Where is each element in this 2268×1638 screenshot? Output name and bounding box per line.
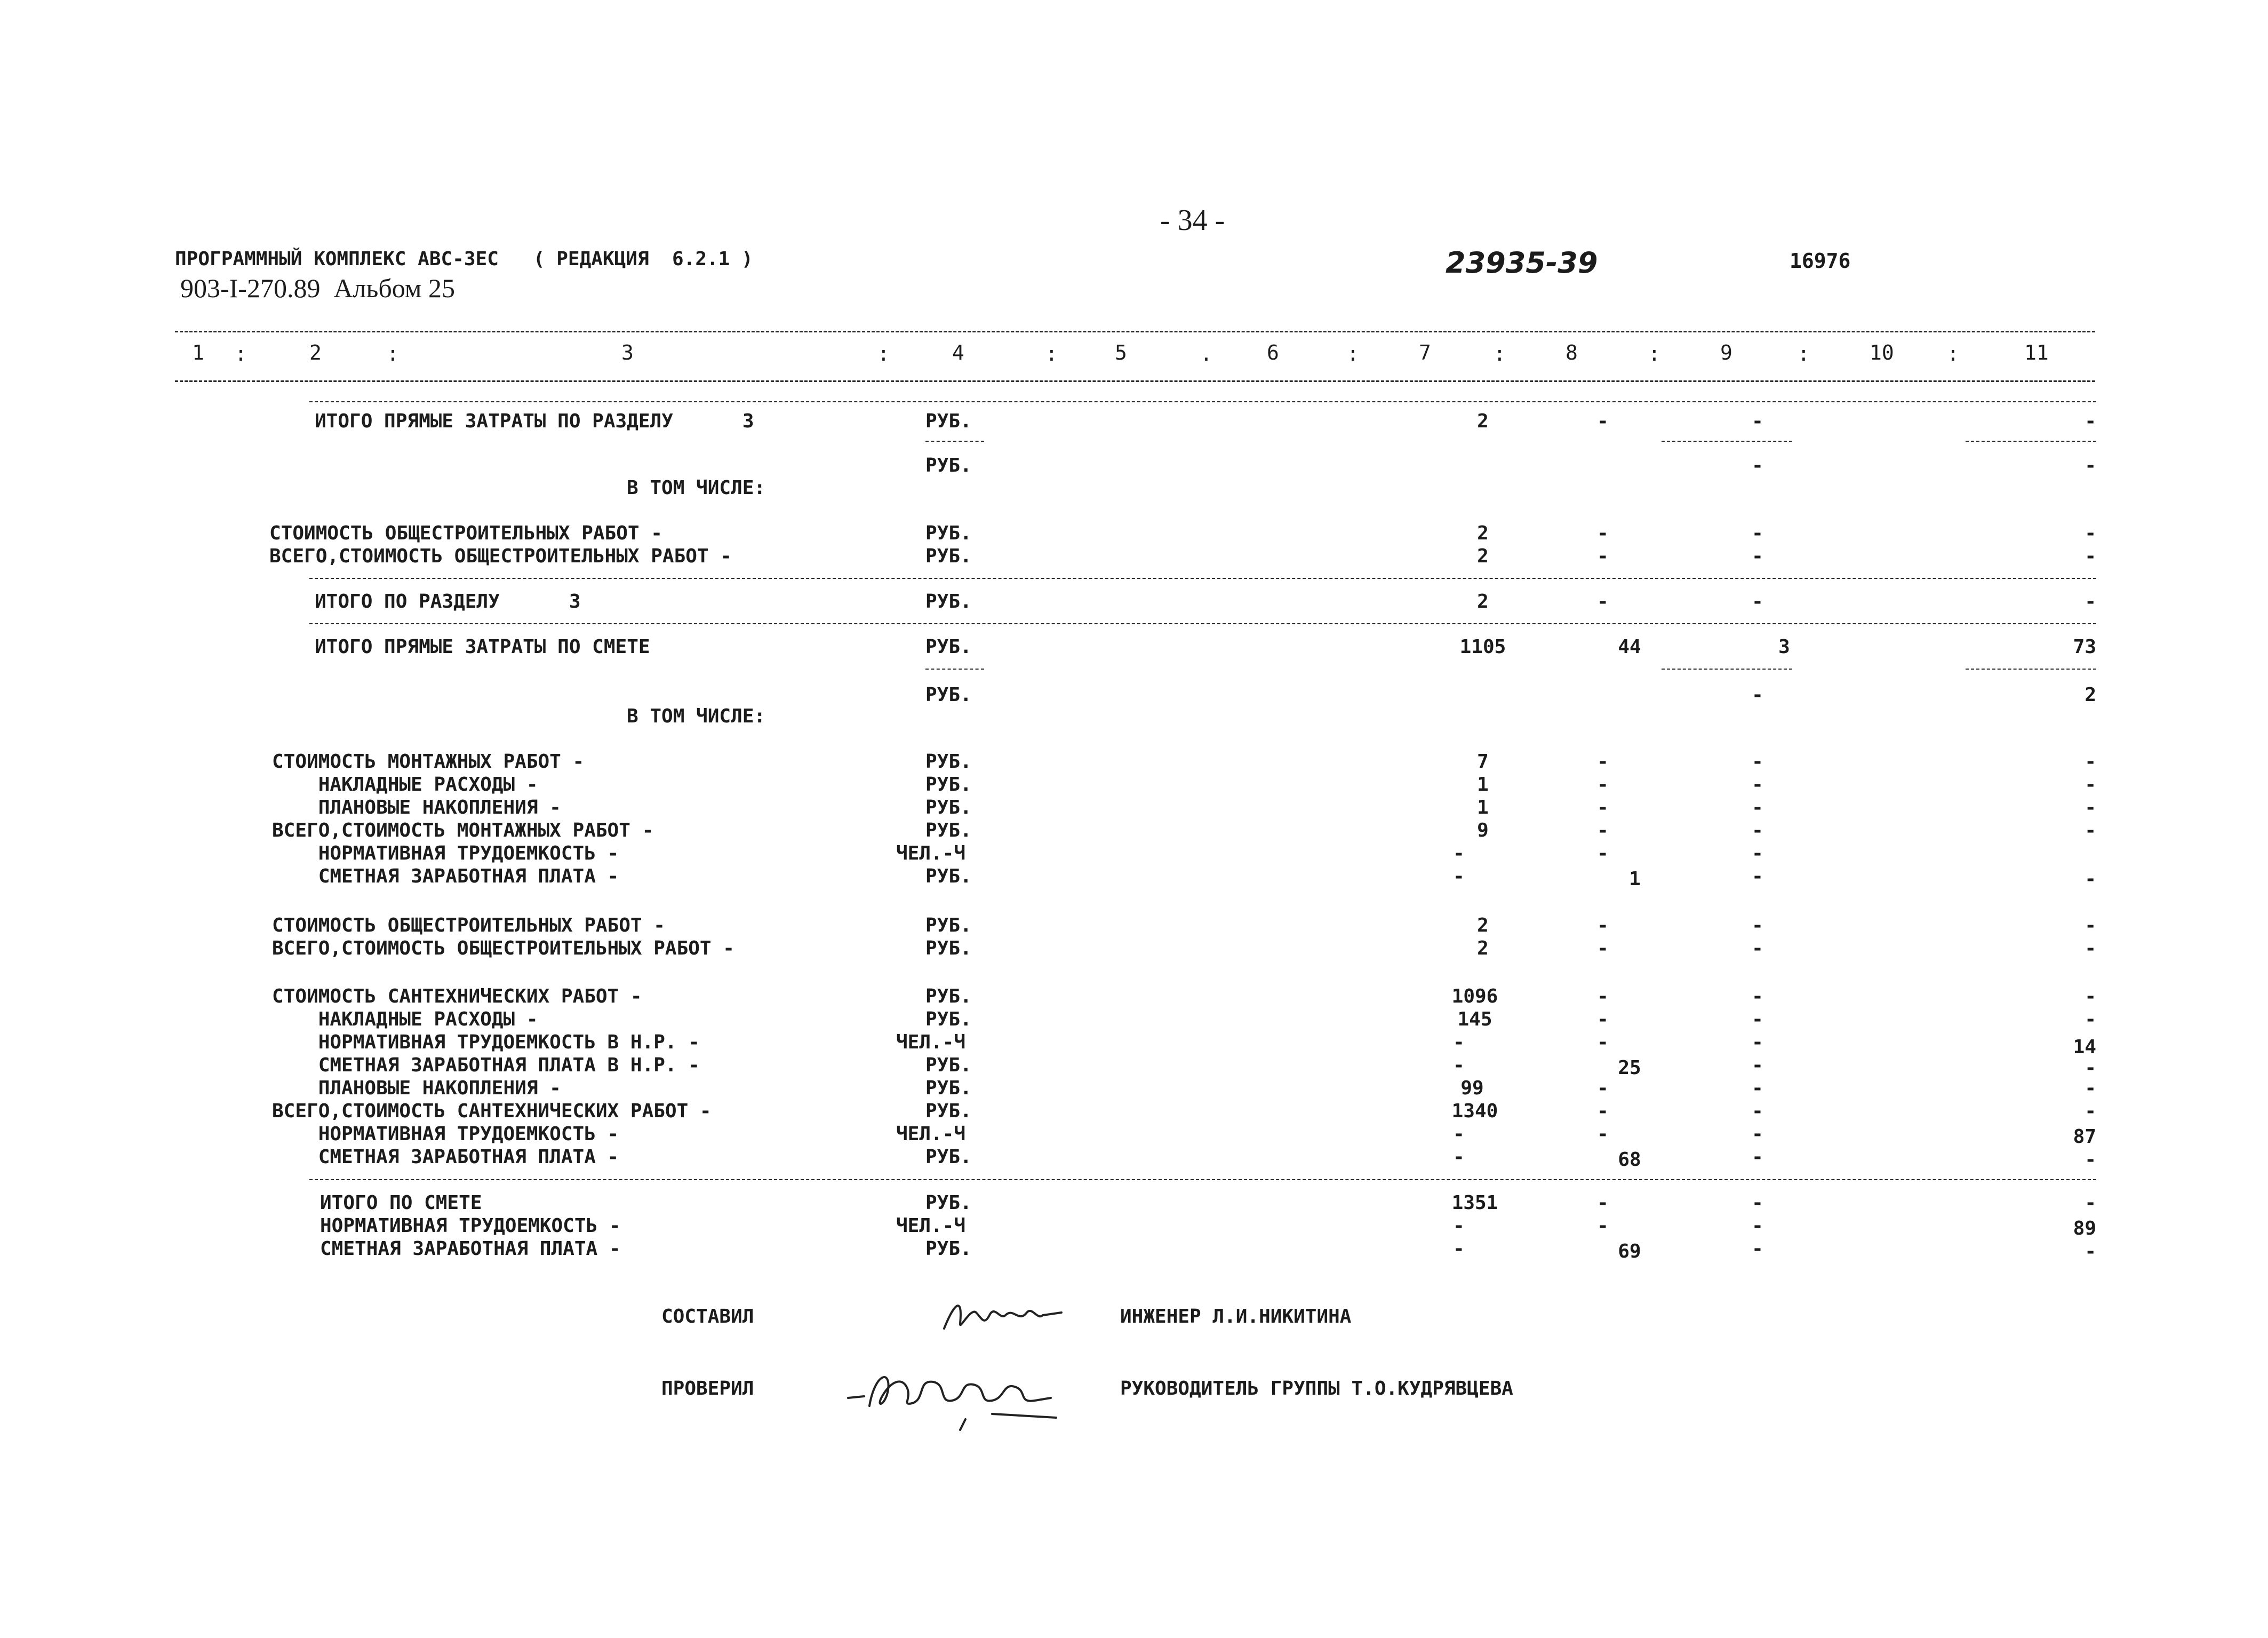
- col8-value: -: [1597, 842, 1609, 864]
- row-label: ВСЕГО,СТОИМОСТЬ ОБЩЕСТРОИТЕЛЬНЫХ РАБОТ -: [269, 545, 732, 567]
- row-label: НАКЛАДНЫЕ РАСХОДЫ -: [272, 1008, 538, 1030]
- col8-value: -: [1597, 410, 1609, 432]
- col7-value: 2: [1477, 937, 1489, 959]
- col8-value: -: [1597, 591, 1609, 613]
- column-separator: :: [1947, 342, 1959, 365]
- col8-value: 44: [1618, 636, 1641, 658]
- col8-value: 68: [1618, 1149, 1641, 1171]
- col11-value: -: [2085, 1149, 2096, 1171]
- row-unit: ЧЕЛ.-Ч: [896, 842, 966, 864]
- col7-value: 1096: [1451, 985, 1498, 1007]
- rule: [309, 623, 2096, 624]
- column-header-7: 7: [1419, 341, 1431, 364]
- row-label: СТОИМОСТЬ ОБЩЕСТРОИТЕЛЬНЫХ РАБОТ -: [272, 915, 665, 936]
- col8-value: -: [1597, 1100, 1609, 1122]
- col7-value: -: [1453, 842, 1465, 864]
- underline: [1966, 669, 2096, 670]
- row-label: ИТОГО ПРЯМЫЕ ЗАТРАТЫ ПО РАЗДЕЛУ 3: [315, 410, 754, 432]
- checked-label: ПРОВЕРИЛ: [661, 1378, 754, 1400]
- column-header-2: 2: [309, 341, 322, 364]
- column-separators: :: [235, 342, 247, 365]
- col11-value: -: [2085, 868, 2096, 890]
- row-label: СМЕТНАЯ ЗАРАБОТНАЯ ПЛАТА -: [272, 865, 619, 887]
- col7-value: -: [1453, 1031, 1465, 1053]
- row-label: СТОИМОСТЬ МОНТАЖНЫХ РАБОТ -: [272, 751, 585, 773]
- col11-value: -: [2085, 1192, 2096, 1214]
- col8-value: 1: [1629, 868, 1641, 890]
- including-label: В ТОМ ЧИСЛЕ:: [627, 477, 766, 499]
- col7-value: 9: [1477, 820, 1489, 841]
- col9-value: -: [1752, 797, 1763, 818]
- col8-value: -: [1597, 545, 1609, 567]
- checked-by: РУКОВОДИТЕЛЬ ГРУППЫ Т.О.КУДРЯВЦЕВА: [1120, 1378, 1513, 1400]
- col7-value: 1105: [1459, 636, 1506, 658]
- row-unit: РУБ.: [925, 522, 972, 544]
- col8-value: 69: [1618, 1241, 1641, 1262]
- row-unit: РУБ.: [925, 937, 972, 959]
- col8-value: -: [1597, 820, 1609, 841]
- row-label: ИТОГО ПО СМЕТЕ: [320, 1192, 482, 1214]
- rule: [309, 578, 2096, 579]
- row-unit: РУБ.: [925, 1100, 972, 1122]
- col7-value: 99: [1460, 1077, 1484, 1099]
- col8-value: -: [1597, 1031, 1609, 1053]
- col7-value: 2: [1477, 591, 1489, 613]
- row-label: ВСЕГО,СТОИМОСТЬ МОНТАЖНЫХ РАБОТ -: [272, 820, 654, 841]
- col8-value: -: [1597, 915, 1609, 936]
- row-unit: РУБ.: [925, 545, 972, 567]
- row-label: НОРМАТИВНАЯ ТРУДОЕМКОСТЬ -: [272, 842, 619, 864]
- col9-value: -: [1752, 1077, 1763, 1099]
- row-label: ПЛАНОВЫЕ НАКОПЛЕНИЯ -: [272, 797, 561, 818]
- row-unit: РУБ.: [925, 684, 972, 706]
- col7-value: -: [1453, 865, 1465, 887]
- row-unit: РУБ.: [925, 636, 972, 658]
- row-label: СМЕТНАЯ ЗАРАБОТНАЯ ПЛАТА В Н.Р. -: [272, 1054, 700, 1076]
- col7-value: -: [1453, 1215, 1465, 1237]
- compiled-by: ИНЖЕНЕР Л.И.НИКИТИНА: [1120, 1306, 1352, 1327]
- column-header-9: 9: [1720, 341, 1732, 364]
- column-header-5: 5: [1115, 341, 1127, 364]
- col11-value: 87: [2073, 1126, 2096, 1148]
- underline: [1662, 669, 1792, 670]
- col9-value: -: [1752, 1054, 1763, 1076]
- row-label: ИТОГО ПО РАЗДЕЛУ 3: [315, 591, 581, 613]
- col7-value: 2: [1477, 522, 1489, 544]
- col11-value: -: [2085, 797, 2096, 818]
- row-unit: РУБ.: [925, 820, 972, 841]
- row-label: СТОИМОСТЬ САНТЕХНИЧЕСКИХ РАБОТ -: [272, 985, 642, 1007]
- col9-value: -: [1752, 1238, 1763, 1260]
- rule: [309, 401, 2096, 402]
- col8-value: -: [1597, 1192, 1609, 1214]
- col11-value: -: [2085, 1077, 2096, 1099]
- col9-value: -: [1752, 522, 1763, 544]
- sheet-code: 16976: [1790, 249, 1851, 273]
- column-header-11: 11: [2024, 341, 2049, 364]
- col9-value: -: [1752, 1146, 1763, 1168]
- col7-value: -: [1453, 1146, 1465, 1168]
- underline: [1662, 441, 1792, 442]
- row-unit: РУБ.: [925, 985, 972, 1007]
- col9-value: -: [1752, 545, 1763, 567]
- underline: [1966, 441, 2096, 442]
- col8-value: -: [1597, 751, 1609, 773]
- row-unit: РУБ.: [925, 591, 972, 613]
- col7-value: 1351: [1451, 1192, 1498, 1214]
- col9-value: -: [1752, 591, 1763, 613]
- col11-value: -: [2085, 1241, 2096, 1262]
- col9-value: -: [1752, 1008, 1763, 1030]
- row-unit: РУБ.: [925, 1077, 972, 1099]
- col11-value: -: [2085, 915, 2096, 936]
- row-label: НОРМАТИВНАЯ ТРУДОЕМКОСТЬ -: [320, 1215, 621, 1237]
- row-unit: РУБ.: [925, 751, 972, 773]
- row-label: НОРМАТИВНАЯ ТРУДОЕМКОСТЬ В Н.Р. -: [272, 1031, 700, 1053]
- row-label: НОРМАТИВНАЯ ТРУДОЕМКОСТЬ -: [272, 1123, 619, 1145]
- program-header: ПРОГРАММНЫЙ КОМПЛЕКС АВС-3ЕС ( РЕДАКЦИЯ 6.2.1 ): [175, 248, 753, 270]
- col7-value: -: [1453, 1238, 1465, 1260]
- row-unit: РУБ.: [925, 410, 972, 432]
- row-unit: РУБ.: [925, 1008, 972, 1030]
- col11-value: -: [2085, 522, 2096, 544]
- column-separator: :: [387, 342, 399, 365]
- col8-value: -: [1597, 522, 1609, 544]
- column-header-10: 10: [1870, 341, 1894, 364]
- row-label: СТОИМОСТЬ ОБЩЕСТРОИТЕЛЬНЫХ РАБОТ -: [269, 522, 662, 544]
- row-unit: РУБ.: [925, 1238, 972, 1260]
- column-header-8: 8: [1566, 341, 1578, 364]
- col7-value: 2: [1477, 915, 1489, 936]
- col11-value: -: [2085, 820, 2096, 841]
- col8-value: -: [1597, 937, 1609, 959]
- col11-value: 14: [2073, 1036, 2096, 1058]
- column-header-4: 4: [952, 341, 964, 364]
- row-unit: РУБ.: [925, 865, 972, 887]
- rule: [309, 1179, 2096, 1180]
- col9-value: 3: [1778, 636, 1790, 658]
- header-rule-bottom: [175, 380, 2095, 382]
- column-separator: :: [1798, 342, 1810, 365]
- col9-value: -: [1752, 455, 1763, 476]
- col7-value: 2: [1477, 410, 1489, 432]
- col7-value: 1: [1477, 797, 1489, 818]
- row-label: СМЕТНАЯ ЗАРАБОТНАЯ ПЛАТА -: [272, 1146, 619, 1168]
- document-number: 23935-39: [1446, 246, 1598, 280]
- col7-value: -: [1453, 1123, 1465, 1145]
- col7-value: 145: [1457, 1008, 1492, 1030]
- col9-value: -: [1752, 842, 1763, 864]
- col7-value: 2: [1477, 545, 1489, 567]
- col9-value: -: [1752, 1100, 1763, 1122]
- col9-value: -: [1752, 865, 1763, 887]
- underline: [925, 441, 984, 442]
- column-separator: :: [1648, 342, 1660, 365]
- col9-value: -: [1752, 751, 1763, 773]
- col8-value: -: [1597, 1123, 1609, 1145]
- col8-value: -: [1597, 1215, 1609, 1237]
- col8-value: -: [1597, 1077, 1609, 1099]
- project-code: 903-I-270.89 Альбом 25: [180, 273, 455, 303]
- column-separator: :: [1494, 342, 1506, 365]
- col9-value: -: [1752, 985, 1763, 1007]
- col7-value: 7: [1477, 751, 1489, 773]
- column-separator: :: [1347, 342, 1359, 365]
- column-header-3: 3: [621, 341, 634, 364]
- column-separator: :: [877, 342, 890, 365]
- col11-value: -: [2085, 985, 2096, 1007]
- column-separator: :: [1045, 342, 1058, 365]
- col9-value: -: [1752, 915, 1763, 936]
- row-unit: ЧЕЛ.-Ч: [896, 1215, 966, 1237]
- col9-value: -: [1752, 1192, 1763, 1214]
- compiled-label: СОСТАВИЛ: [661, 1306, 754, 1327]
- col7-value: 1: [1477, 774, 1489, 796]
- col8-value: -: [1597, 985, 1609, 1007]
- col8-value: -: [1597, 1008, 1609, 1030]
- row-unit: РУБ.: [925, 797, 972, 818]
- col9-value: -: [1752, 684, 1763, 706]
- including-label: В ТОМ ЧИСЛЕ:: [627, 705, 766, 727]
- col11-value: -: [2085, 751, 2096, 773]
- col11-value: -: [2085, 937, 2096, 959]
- row-unit: ЧЕЛ.-Ч: [896, 1123, 966, 1145]
- row-unit: РУБ.: [925, 1146, 972, 1168]
- column-header-6: 6: [1267, 341, 1279, 364]
- row-label: СМЕТНАЯ ЗАРАБОТНАЯ ПЛАТА -: [320, 1238, 621, 1260]
- col11-value: -: [2085, 545, 2096, 567]
- col9-value: -: [1752, 1123, 1763, 1145]
- compiled-signature: [939, 1291, 1067, 1339]
- row-label: ПЛАНОВЫЕ НАКОПЛЕНИЯ -: [272, 1077, 561, 1099]
- col9-value: -: [1752, 410, 1763, 432]
- col7-value: 1340: [1451, 1100, 1498, 1122]
- row-label: ВСЕГО,СТОИМОСТЬ САНТЕХНИЧЕСКИХ РАБОТ -: [272, 1100, 712, 1122]
- col11-value: -: [2085, 1008, 2096, 1030]
- col9-value: -: [1752, 820, 1763, 841]
- col9-value: -: [1752, 1031, 1763, 1053]
- underline: [925, 669, 984, 670]
- row-label: ВСЕГО,СТОИМОСТЬ ОБЩЕСТРОИТЕЛЬНЫХ РАБОТ -: [272, 937, 734, 959]
- col11-value: 2: [2085, 684, 2096, 706]
- col9-value: -: [1752, 774, 1763, 796]
- checked-signature: [832, 1358, 1077, 1433]
- column-header-1: 1: [192, 341, 204, 364]
- row-unit: РУБ.: [925, 1192, 972, 1214]
- col11-value: 73: [2073, 636, 2096, 658]
- row-unit: ЧЕЛ.-Ч: [896, 1031, 966, 1053]
- col11-value: -: [2085, 455, 2096, 476]
- row-unit: РУБ.: [925, 1054, 972, 1076]
- col11-value: -: [2085, 1100, 2096, 1122]
- col11-value: -: [2085, 410, 2096, 432]
- col9-value: -: [1752, 937, 1763, 959]
- row-unit: РУБ.: [925, 915, 972, 936]
- row-label: НАКЛАДНЫЕ РАСХОДЫ -: [272, 774, 538, 796]
- row-unit: РУБ.: [925, 774, 972, 796]
- col11-value: -: [2085, 774, 2096, 796]
- column-separator: .: [1200, 342, 1212, 365]
- row-label: ИТОГО ПРЯМЫЕ ЗАТРАТЫ ПО СМЕТЕ: [315, 636, 650, 658]
- col9-value: -: [1752, 1215, 1763, 1237]
- col8-value: -: [1597, 797, 1609, 818]
- col7-value: -: [1453, 1054, 1465, 1076]
- col11-value: -: [2085, 591, 2096, 613]
- col11-value: 89: [2073, 1218, 2096, 1239]
- page-number: - 34 -: [1160, 204, 1225, 237]
- col8-value: -: [1597, 774, 1609, 796]
- col11-value: -: [2085, 1057, 2096, 1079]
- col8-value: 25: [1618, 1057, 1641, 1079]
- row-unit: РУБ.: [925, 455, 972, 476]
- header-rule-top: [175, 331, 2095, 332]
